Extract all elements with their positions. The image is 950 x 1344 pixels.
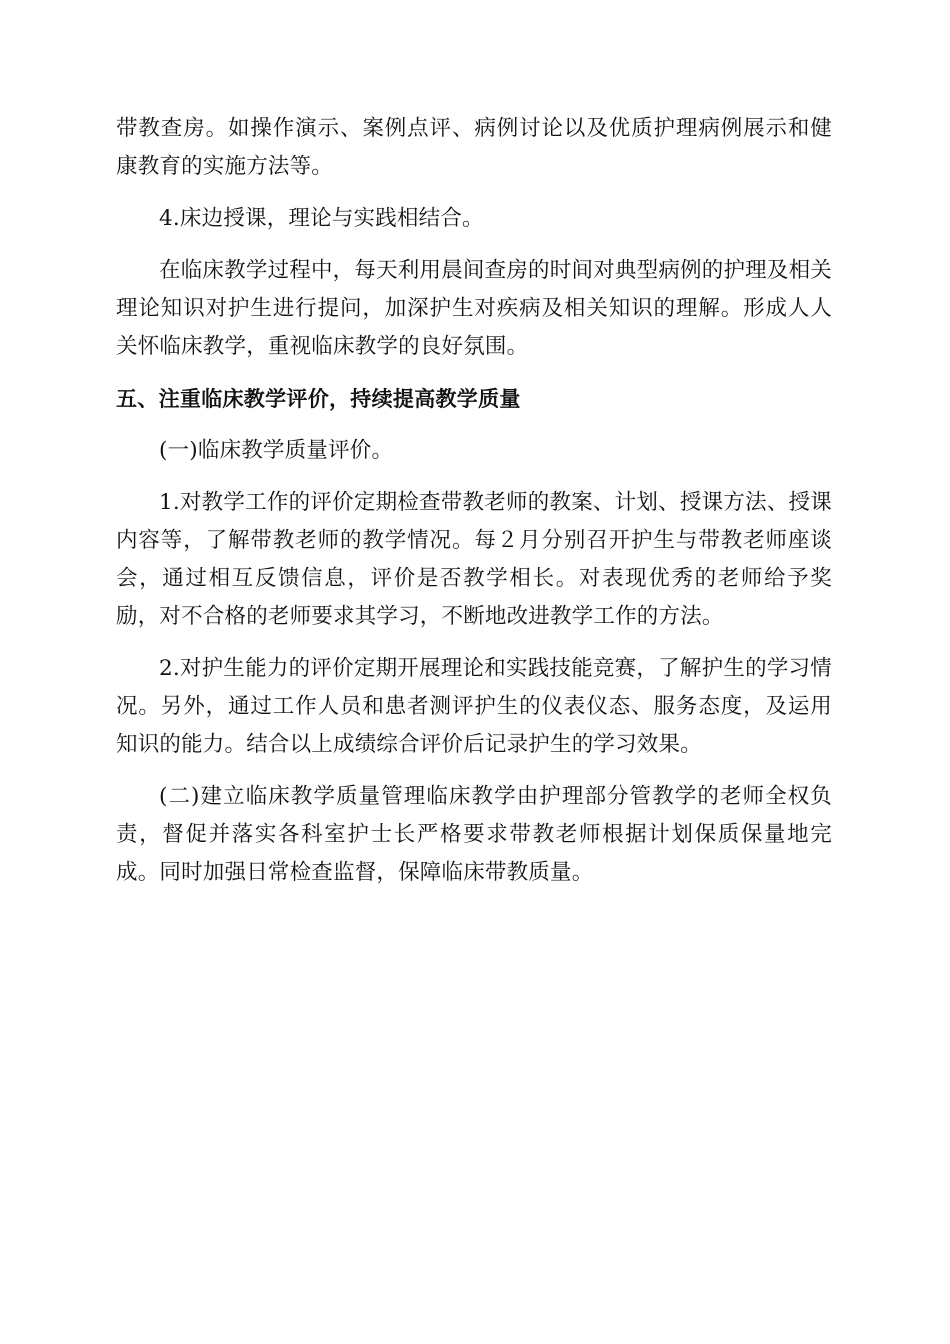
paragraph-ward-round-teaching: 带教查房。如操作演示、案例点评、病例讨论以及优质护理病例展示和健康教育的实施方法等。 [116, 116, 832, 179]
paragraph-teacher-evaluation: 1.对教学工作的评价定期检查带教老师的教案、计划、授课方法、授课内容等，了解带教老师的教学情况。每２月分别召开护生与带教老师座谈会，通过相互反馈信息，评价是否教学相长。对表现优秀的老师给予奖励，对不合格的老师要求其学习，不断地改进教学工作的方法。 [116, 490, 832, 629]
paragraph-clinical-questioning: 在临床教学过程中，每天利用晨间查房的时间对典型病例的护理及相关理论知识对护生进行提问，加深护生对疾病及相关知识的理解。形成人人关怀临床教学，重视临床教学的良好氛围。 [116, 258, 832, 359]
subsection-quality-evaluation: (一)临床教学质量评价。 [159, 438, 394, 463]
paragraph-quality-management: (二)建立临床教学质量管理临床教学由护理部分管教学的老师全权负责，督促并落实各科室护士长严格要求带教老师根据计划保质保量地完成。同时加强日常检查监督，保障临床带教质量。 [116, 784, 832, 885]
paragraph-bedside-teaching: 4.床边授课，理论与实践相结合。 [159, 206, 484, 231]
paragraph-student-evaluation: 2.对护生能力的评价定期开展理论和实践技能竞赛，了解护生的学习情况。另外，通过工作人员和患者测评护生的仪表仪态、服务态度，及运用知识的能力。结合以上成绩综合评价后记录护生的学习效果。 [116, 656, 832, 757]
section-heading-five: 五、注重临床教学评价，持续提高教学质量 [116, 387, 521, 411]
document-page [116, 110, 832, 892]
